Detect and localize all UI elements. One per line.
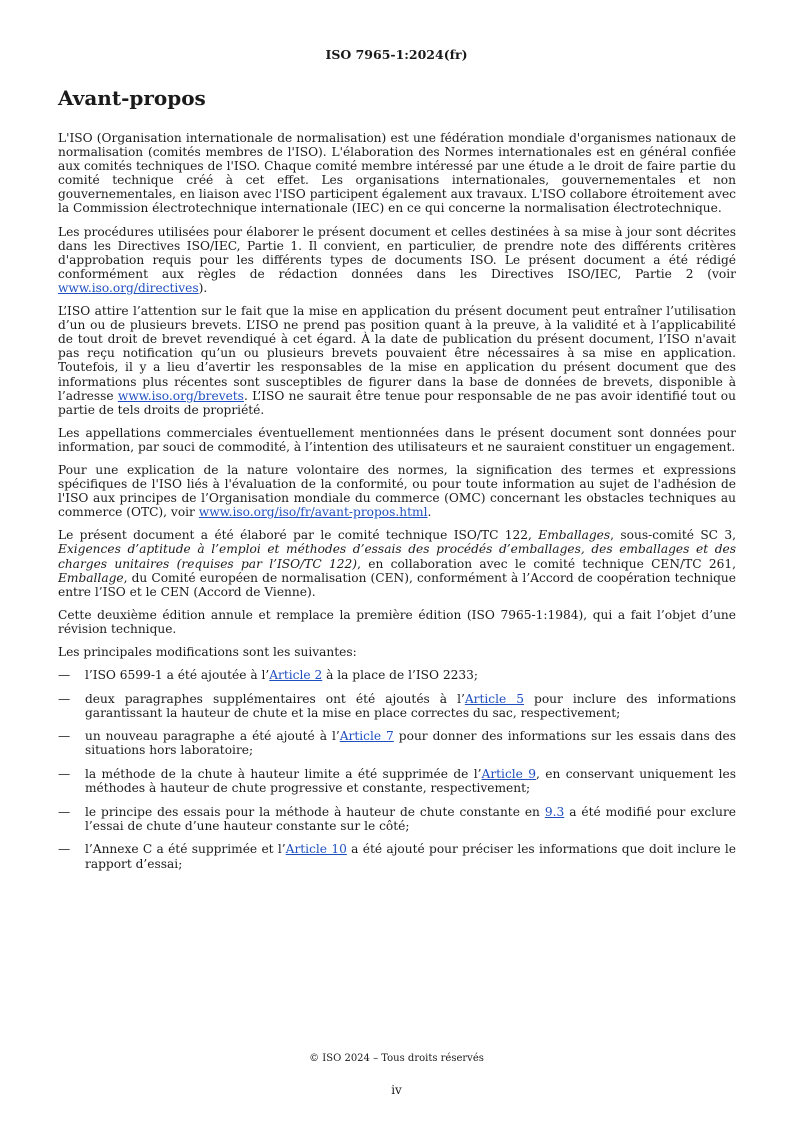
committee-title: Emballages: [538, 528, 611, 543]
dash-bullet: —: [58, 804, 71, 819]
paragraph-text-end: .: [427, 505, 432, 520]
article-9-link[interactable]: Article 9: [481, 767, 537, 782]
paragraph-procedures: [58, 225, 736, 295]
dash-bullet: —: [58, 767, 71, 782]
paragraph-voluntary-nature: [58, 463, 736, 519]
list-item-text-end: à la place de l’ISO 2233;: [322, 668, 478, 683]
paragraph-trade-names: Les appellations commerciales éventuellement mentionnées dans le présent document sont données pour information, par souci de commodité, à l’intention des utilisateurs et ne sauraient constituer un engagement.: [58, 425, 736, 454]
dash-bullet: —: [58, 668, 71, 683]
list-item-text: le principe des essais pour la méthode à hauteur de chute constante en: [85, 804, 545, 819]
article-5-link[interactable]: Article 5: [464, 691, 525, 706]
list-item: [58, 668, 736, 682]
committee-text: , du Comité européen de normalisation (CEN), conformément à l’Accord de coopération technique entre l’ISO et le CEN (Accord de Vienne).: [58, 570, 736, 599]
list-item-text-end: , en conservant uniquement les méthodes à hauteur de chute progressive et constante, respectivement;: [85, 767, 736, 796]
paragraph-text: Pour une explication de la nature volontaire des normes, la signification des termes et expressions spécifiques de l'ISO liés à l'évaluation de la conformité, ou pour toute information au sujet de l'adhésion de l'ISO aux principes de l’Organisation mondiale du commerce (OMC) concernant les obstacles techniques au commerce (OTC), voir: [58, 462, 736, 520]
subcommittee-title: Exigences d’aptitude à l’emploi et méthodes d’essais des procédés d’emballages, des emballages et des charges unitaires (requises par l’ISO/TC 122): [58, 542, 736, 571]
foreword-link[interactable]: www.iso.org/iso/fr/avant-propos.html: [198, 505, 428, 520]
paragraph-text: Les procédures utilisées pour élaborer le présent document et celles destinées à sa mise à jour sont décrites dans les Directives ISO/IEC, Partie 1. Il convient, en particulier, de prendre note des différents critères d'approbation requis pour les différents types de documents ISO. Le présent document a été rédigé conformément aux règles de rédaction données dans les Directives ISO/IEC, Partie 2 (voir: [58, 224, 736, 281]
paragraph-iso-organisation: L'ISO (Organisation internationale de normalisation) est une fédération mondiale d'organismes nationaux de normalisation (comités membres de l'ISO). L'élaboration des Normes internationales est en général confiée aux comités techniques de l'ISO. Chaque comité membre intéressé par une étude a le droit de faire partie du comité technique créé à cet effet. Les organisations internationales, gouvernementales et non gouvernementales, en liaison avec l'ISO participent également aux travaux. L'ISO collabore étroitement avec la Commission électrotechnique internationale (IEC) en ce qui concerne la normalisation électrotechnique.: [58, 131, 736, 216]
document-header: ISO 7965-1:2024(fr): [325, 47, 468, 62]
dash-bullet: —: [58, 842, 71, 857]
list-item-text: la méthode de la chute à hauteur limite a été supprimée de l’: [85, 767, 482, 782]
dash-bullet: —: [58, 729, 71, 744]
page-number: iv: [391, 1083, 402, 1097]
paragraph-committee: [58, 528, 736, 598]
foreword-body: [58, 131, 736, 880]
list-item: [58, 767, 736, 795]
committee-text: , en collaboration avec le comité technique CEN/TC 261,: [357, 556, 737, 571]
directives-link[interactable]: www.iso.org/directives: [58, 280, 199, 295]
cen-committee-title: Emballage: [58, 570, 124, 585]
list-item-text: deux paragraphes supplémentaires ont été ajoutés à l’: [85, 691, 465, 706]
page-title: Avant-propos: [58, 86, 206, 110]
article-7-link[interactable]: Article 7: [339, 729, 394, 744]
list-item: [58, 842, 736, 870]
list-item-text: l’ISO 6599-1 a été ajoutée à l’: [85, 668, 270, 683]
paragraph-edition: Cette deuxième édition annule et remplace la première édition (ISO 7965-1:1984), qui a fait l’objet d’une révision technique.: [58, 607, 736, 636]
dash-bullet: —: [58, 691, 71, 706]
paragraph-text: L’ISO attire l’attention sur le fait que la mise en application du présent document peut entraîner l’utilisation d’un ou de plusieurs brevets. L’ISO ne prend pas position quant à la preuve, à la validité et à l’applicabilité de tout droit de brevet revendiqué à cet égard. À la date de publication du présent document, l’ISO n'avait pas reçu notification qu’un ou plusieurs brevets pouvaient être nécessaires à sa mise en application. Toutefois, il y a lieu d’avertir les responsables de la mise en application du présent document que des informations plus récentes sont susceptibles de figurer dans la base de données de brevets, disponible à l’adresse: [58, 304, 736, 403]
list-item-text: un nouveau paragraphe a été ajouté à l’: [85, 729, 340, 744]
patents-link[interactable]: www.iso.org/brevets: [117, 388, 244, 403]
list-item-text-end: pour donner des informations sur les essais dans des situations hors laboratoire;: [85, 729, 736, 758]
list-item: [58, 805, 736, 833]
committee-text: , sous-comité SC 3,: [610, 528, 736, 543]
copyright-footer: © ISO 2024 – Tous droits réservés: [309, 1053, 484, 1064]
article-2-link[interactable]: Article 2: [269, 668, 323, 683]
list-item-text-end: a été modifié pour exclure l’essai de chute d’une hauteur constante sur le côté;: [85, 804, 736, 833]
committee-text: Le présent document a été élaboré par le comité technique ISO/TC 122,: [58, 528, 539, 543]
list-item-text-end: pour inclure des informations garantissant la hauteur de chute et la mise en place correctes du sac, respectivement;: [85, 691, 737, 720]
changes-list: [58, 668, 736, 871]
list-item: [58, 729, 736, 757]
list-item-text-end: a été ajouté pour préciser les informations que doit inclure le rapport d’essai;: [85, 842, 736, 871]
paragraph-text-end: ).: [198, 280, 208, 295]
paragraph-changes-intro: Les principales modifications sont les suivantes:: [58, 645, 357, 659]
section-9-3-link[interactable]: 9.3: [544, 804, 565, 819]
article-10-link[interactable]: Article 10: [285, 842, 347, 857]
paragraph-patents: [58, 304, 736, 417]
list-item: [58, 692, 736, 720]
list-item-text: l’Annexe C a été supprimée et l’: [85, 842, 286, 857]
paragraph-text-end: . L’ISO ne saurait être tenue pour responsable de ne pas avoir identifié tout ou partie de tels droits de propriété.: [58, 388, 736, 417]
